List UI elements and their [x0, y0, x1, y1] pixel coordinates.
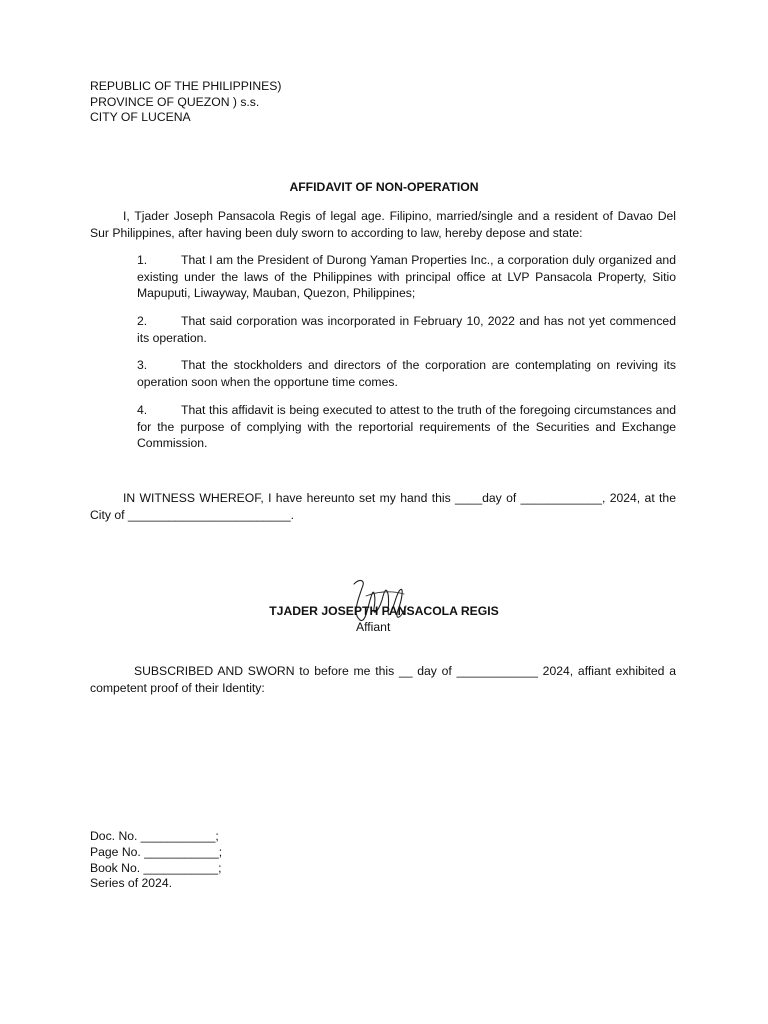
item-text: That this affidavit is being executed to attest to the truth of the foregoing circumstances and for the purpose of complying with the reportorial requirements of the Securities and Exchange Commission. — [137, 403, 676, 450]
list-item — [137, 313, 676, 346]
venue-province: PROVINCE OF QUEZON ) s.s. — [90, 94, 260, 109]
page-number: Page No. ___________; — [90, 844, 223, 859]
affiant-name: TJADER JOSEPTH PANSACOLA REGIS — [269, 604, 499, 618]
jurat-paragraph: SUBSCRIBED AND SWORN to before me this __ day of ____________ 2024, affiant exhibited a competent proof of their Identity: — [90, 664, 676, 695]
item-number: 4. — [137, 403, 148, 417]
series-year: Series of 2024. — [90, 876, 172, 891]
venue-city: CITY OF LUCENA — [90, 110, 191, 124]
item-text: That the stockholders and directors of the corporation are contemplating on reviving its operation soon when the opportune time comes. — [137, 358, 676, 389]
affiant-label: Affiant — [356, 620, 391, 634]
intro-paragraph: I, Tjader Joseph Pansacola Regis of legal age. Filipino, married/single and a resident of Davao Del Sur Philippines, after having been duly sworn to according to law, hereby depose and state: — [90, 209, 676, 240]
witness-paragraph: IN WITNESS WHEREOF, I have hereunto set my hand this ____day of ____________, 2024, at the City of ________________________. — [90, 491, 676, 522]
item-text: That I am the President of Durong Yaman Properties Inc., a corporation duly organized and existing under the laws of the Philippines with principal office at LVP Pansacola Property, Sitio Mapuputi, Liwayway, Mauban, Quezon, Philippines; — [137, 253, 676, 300]
book-number: Book No. ___________; — [90, 860, 222, 875]
venue-block — [90, 79, 281, 126]
document-title: AFFIDAVIT OF NON-OPERATION — [289, 180, 479, 194]
venue-republic: REPUBLIC OF THE PHILIPPINES) — [90, 79, 282, 93]
item-number: 2. — [137, 314, 148, 328]
item-number: 1. — [137, 253, 148, 267]
item-text: That said corporation was incorporated in February 10, 2022 and has not yet commenced its operation. — [137, 314, 676, 345]
list-item — [137, 402, 676, 452]
list-item — [137, 252, 676, 302]
notarial-register — [90, 829, 222, 892]
doc-number: Doc. No. ___________; — [90, 829, 219, 843]
item-number: 3. — [137, 358, 148, 372]
list-item — [137, 357, 676, 390]
